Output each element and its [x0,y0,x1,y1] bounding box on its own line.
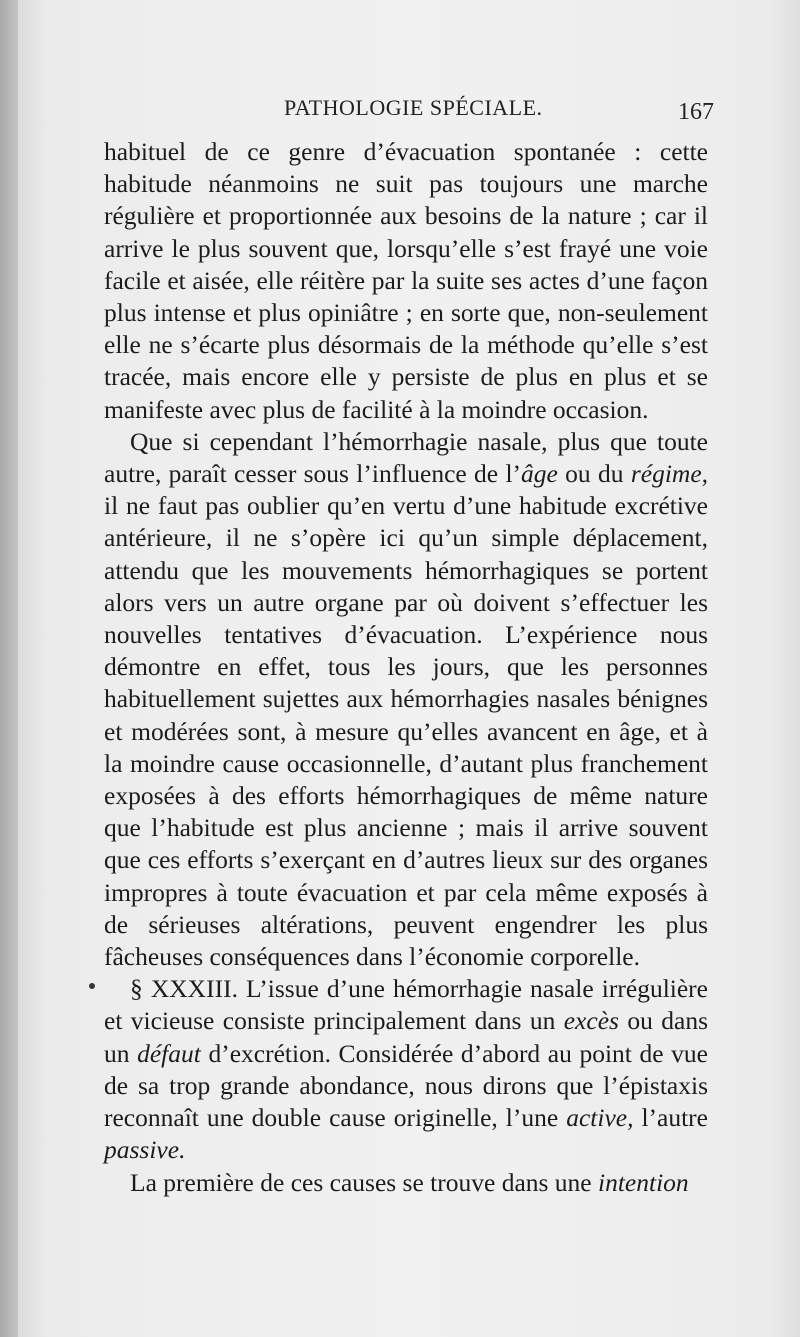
running-title: PATHOLOGIE SPÉCIALE. [284,95,543,120]
page-body [104,136,708,1199]
italic-term-regime: régime, [630,459,709,489]
paragraph-text: d’excrétion. Considérée d’abord au point de vue de sa trop grande abondance, nous dirons que l’épistaxis reconnaît une double cause originelle, l’une [104,1038,708,1133]
paragraph-text: § XXXIII. L’issue d’une hémorrhagie nasale irrégulière et vicieuse consiste principalement dans un [104,974,708,1036]
page-header [264,92,714,124]
italic-term-age: âge [521,459,558,489]
paragraph-3-section-xxxiii [104,973,708,1166]
paragraph-text: habituel de ce genre d’évacuation spontanée : cette habitude néanmoins ne suit pas toujours une marche régulière et proportionnée aux besoins de la nature ; car il arrive le plus souvent que, lorsqu’elle s’est frayé une voie facile et aisée, elle réitère par la suite ses actes d’une façon plus intense et plus opiniâtre ; en sorte que, non-seulement elle ne s’écarte plus désormais de la méthode qu’elle s’est tracée, mais encore elle y persiste de plus en plus et se manifeste avec plus de facilité à la moindre occasion. [104,137,708,424]
italic-term-passive: passive. [104,1135,186,1165]
italic-term-active: active, [566,1103,634,1133]
italic-term-defaut: défaut [137,1038,201,1068]
paragraph-4 [104,1167,708,1199]
paragraph-text: l’autre [633,1103,708,1133]
italic-term-intention: intention [598,1167,689,1197]
paragraph-text: il ne faut pas oublier qu’en vertu d’une habitude excrétive antérieure, il ne s’opère ici qu’un simple déplacement, attendu que les mouvements hémorrhagiques se portent alors vers un autre organe par où doivent s’effectuer les nouvelles tentatives d’évacuation. L’expérience nous démontre en effet, tous les jours, que les personnes habituellement sujettes aux hémorrhagies nasales bénignes et modérées sont, à mesure qu’elles avancent en âge, et à la moindre cause occasionnelle, d’autant plus franchement exposées à des efforts hémorrhagiques de même nature que l’habitude est plus ancienne ; mais il arrive souvent que ces efforts s’exerçant en d’autres lieux sur des organes impropres à toute évacuation et par cela même exposés à de sérieuses altérations, peuvent engendrer les plus fâcheuses conséquences dans l’économie corporelle. [104,491,708,972]
italic-term-exces: excès [563,1006,619,1036]
paragraph-1 [104,136,708,426]
paragraph-text: ou du [557,459,631,489]
book-gutter [0,0,18,1337]
paragraph-text: La première de ces causes se trouve dans une [130,1167,599,1197]
paragraph-text: Que si cependant l’hémorrhagie nasale, plus que toute autre, paraît cesser sous l’influence de l’ [104,426,708,489]
paragraph-2 [104,426,708,973]
paragraph-text: ou dans un [104,1006,708,1068]
page-number: 167 [678,99,714,125]
ink-speck [89,983,95,989]
